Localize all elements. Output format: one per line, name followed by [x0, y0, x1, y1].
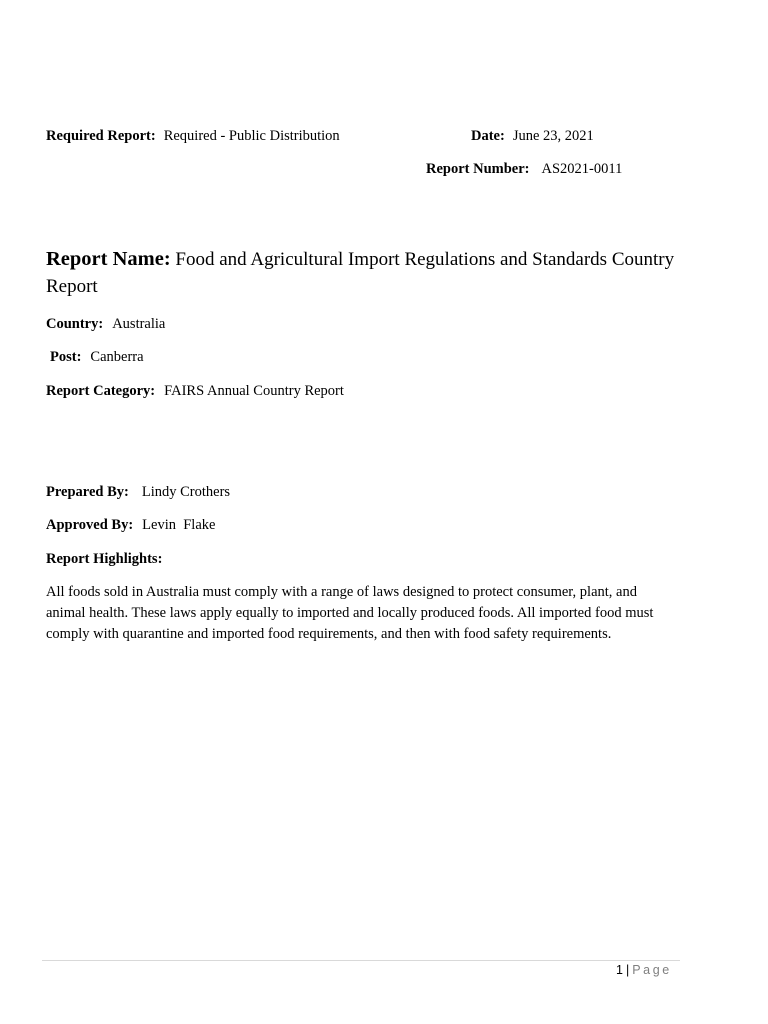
prepared-by-line	[46, 483, 230, 501]
report-highlights-text: All foods sold in Australia must comply with a range of laws designed to protect consumer, plant, and animal health. These laws apply equally to imported and locally produced foods. All imported food must comply with quarantine and imported food requirements, and then with food safety requirements.	[46, 584, 654, 642]
date-line	[471, 127, 594, 145]
approved-by-label: Approved By:	[46, 517, 134, 533]
report-name-label: Report Name:	[46, 248, 171, 270]
report-number-label: Report Number:	[426, 161, 530, 177]
page-footer	[616, 961, 672, 979]
report-category-label: Report Category:	[46, 383, 156, 399]
report-name-value: Food and Agricultural Import Regulations and Standards Country Report	[46, 249, 675, 297]
report-name-heading	[46, 246, 686, 300]
report-number-line	[426, 160, 622, 178]
required-report-line	[46, 127, 340, 145]
prepared-by-label: Prepared By:	[46, 484, 129, 500]
post-line	[50, 348, 144, 366]
footer-divider	[42, 960, 680, 961]
post-value: Canberra	[90, 349, 144, 365]
report-highlights-label: Report Highlights:	[46, 551, 163, 567]
country-value: Australia	[112, 316, 166, 332]
required-report-label: Required Report:	[46, 128, 156, 144]
report-number-value: AS2021-0011	[541, 161, 623, 177]
approved-by-value: Levin Flake	[142, 517, 216, 533]
report-category-line	[46, 382, 344, 400]
date-label: Date:	[471, 128, 505, 144]
approved-by-line	[46, 516, 215, 534]
country-label: Country:	[46, 316, 104, 332]
required-report-value: Required - Public Distribution	[163, 128, 340, 144]
date-value: June 23, 2021	[512, 128, 594, 144]
post-label: Post:	[50, 349, 82, 365]
prepared-by-value: Lindy Crothers	[141, 484, 231, 500]
page-separator: |	[625, 963, 630, 977]
page-word: Page	[632, 963, 672, 977]
page-number: 1	[616, 963, 623, 977]
report-category-value: FAIRS Annual Country Report	[164, 383, 344, 399]
country-line	[46, 315, 165, 333]
